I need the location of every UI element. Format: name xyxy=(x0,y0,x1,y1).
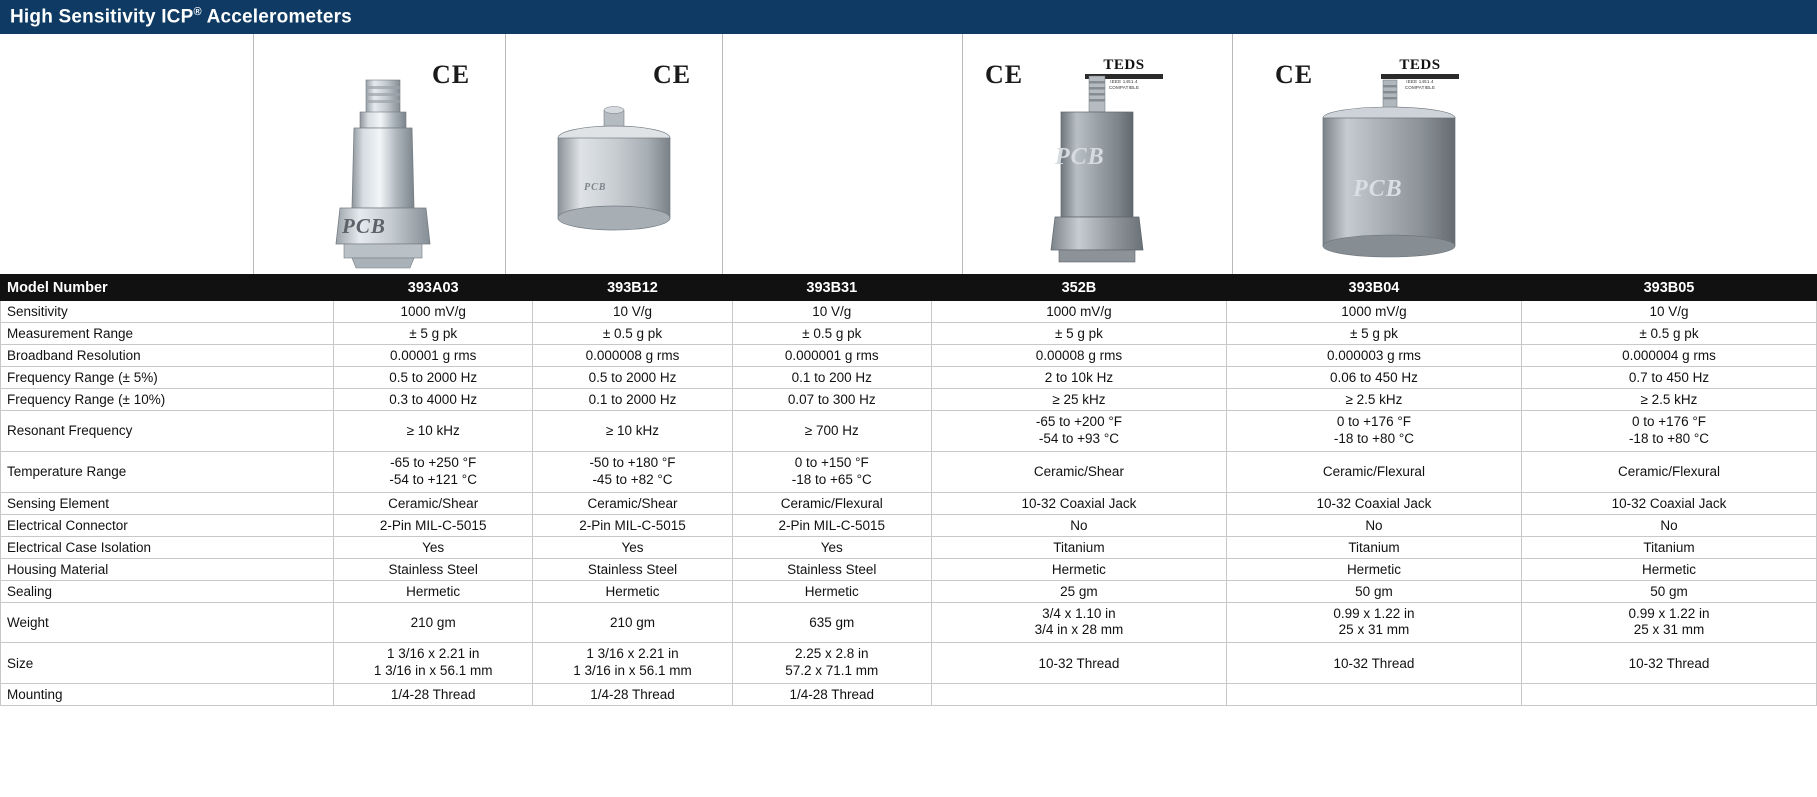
cell-393B05: 0 to +176 °F -18 to +80 °C xyxy=(1521,411,1816,452)
row-label: Resonant Frequency xyxy=(1,411,334,452)
cell-393B05: ≥ 2.5 kHz xyxy=(1521,389,1816,411)
page-title: High Sensitivity ICP® Accelerometers xyxy=(10,5,352,28)
cell-393B31: 2.25 x 2.8 in 57.2 x 71.1 mm xyxy=(732,643,931,684)
pcb-logo-393B12: PCB xyxy=(584,182,607,193)
cell-393B12: Yes xyxy=(533,536,732,558)
cell-393B31: ≥ 700 Hz xyxy=(732,411,931,452)
cell-393B05: 10 V/g xyxy=(1521,301,1816,323)
ce-mark-icon: CE xyxy=(985,60,1024,89)
image-cell-393B12 xyxy=(506,34,723,274)
row-label: Frequency Range (± 10%) xyxy=(1,389,334,411)
cell-393B04: ≥ 2.5 kHz xyxy=(1226,389,1521,411)
image-cell-393A03 xyxy=(254,34,506,274)
cell-393B04: 0 to +176 °F -18 to +80 °C xyxy=(1226,411,1521,452)
cell-393B05: No xyxy=(1521,514,1816,536)
table-row xyxy=(1,389,1817,411)
table-row xyxy=(1,602,1817,643)
cell-393A03: ≥ 10 kHz xyxy=(334,411,533,452)
cell-352B: 1000 mV/g xyxy=(931,301,1226,323)
cell-393B05: 0.99 x 1.22 in 25 x 31 mm xyxy=(1521,602,1816,643)
cell-393B04: 0.99 x 1.22 in 25 x 31 mm xyxy=(1226,602,1521,643)
cell-393A03: 210 gm xyxy=(334,602,533,643)
table-header-row xyxy=(1,275,1817,301)
cell-352B: Titanium xyxy=(931,536,1226,558)
header-model-393B12: 393B12 xyxy=(533,275,732,301)
table-row xyxy=(1,345,1817,367)
cell-352B: -65 to +200 °F -54 to +93 °C xyxy=(931,411,1226,452)
cell-393B31: ± 0.5 g pk xyxy=(732,323,931,345)
accelerometer-393A03-image xyxy=(292,76,482,271)
cell-393B31: 10 V/g xyxy=(732,301,931,323)
cell-393A03: 1/4-28 Thread xyxy=(334,684,533,706)
row-label: Sensitivity xyxy=(1,301,334,323)
row-label: Sealing xyxy=(1,580,334,602)
table-body xyxy=(1,301,1817,706)
teds-sub-2: COMPATIBLE xyxy=(1404,84,1436,90)
cell-393B05 xyxy=(1521,684,1816,706)
teds-sub-2: COMPATIBLE xyxy=(1108,84,1140,90)
cell-393A03: Hermetic xyxy=(334,580,533,602)
ce-mark-icon: CE xyxy=(1275,60,1314,89)
cell-393B12: 1/4-28 Thread xyxy=(533,684,732,706)
cell-393B12: -50 to +180 °F -45 to +82 °C xyxy=(533,451,732,492)
cell-393B12: ≥ 10 kHz xyxy=(533,411,732,452)
cell-352B: ≥ 25 kHz xyxy=(931,389,1226,411)
cell-393B04: 10-32 Thread xyxy=(1226,643,1521,684)
cell-393B12: 0.000008 g rms xyxy=(533,345,732,367)
cell-352B: 10-32 Coaxial Jack xyxy=(931,492,1226,514)
cell-393B05: Titanium xyxy=(1521,536,1816,558)
ce-mark-icon: CE xyxy=(653,60,692,89)
row-label: Electrical Connector xyxy=(1,514,334,536)
header-model-393B04: 393B04 xyxy=(1226,275,1521,301)
pcb-logo-393A03: PCB xyxy=(342,214,386,238)
page-title-bar xyxy=(0,0,1817,34)
cell-393B12: 210 gm xyxy=(533,602,732,643)
cell-393B05: 10-32 Coaxial Jack xyxy=(1521,492,1816,514)
cell-352B: Ceramic/Shear xyxy=(931,451,1226,492)
cell-352B: 25 gm xyxy=(931,580,1226,602)
cell-393B12: 0.5 to 2000 Hz xyxy=(533,367,732,389)
cell-393B31: Yes xyxy=(732,536,931,558)
cell-393B05: 0.7 to 450 Hz xyxy=(1521,367,1816,389)
table-row xyxy=(1,323,1817,345)
image-cell-393B31 xyxy=(723,34,963,274)
cell-352B xyxy=(931,684,1226,706)
registered-mark: ® xyxy=(193,5,202,18)
cell-393A03: 0.5 to 2000 Hz xyxy=(334,367,533,389)
pcb-logo-352B: PCB xyxy=(1055,144,1105,170)
cell-393B12: 10 V/g xyxy=(533,301,732,323)
cell-352B: 0.00008 g rms xyxy=(931,345,1226,367)
header-right-edge xyxy=(1813,0,1817,34)
header-model-number: Model Number xyxy=(1,275,334,301)
header-model-393B05: 393B05 xyxy=(1521,275,1816,301)
product-image-strip xyxy=(0,34,1817,274)
image-cell-393B04 xyxy=(1233,34,1817,274)
cell-393B04: 0.06 to 450 Hz xyxy=(1226,367,1521,389)
table-row xyxy=(1,301,1817,323)
cell-393A03: Yes xyxy=(334,536,533,558)
cell-393A03: 1 3/16 x 2.21 in 1 3/16 in x 56.1 mm xyxy=(334,643,533,684)
cell-352B: 10-32 Thread xyxy=(931,643,1226,684)
cell-393B12: Hermetic xyxy=(533,580,732,602)
cell-393B05: 50 gm xyxy=(1521,580,1816,602)
table-row xyxy=(1,367,1817,389)
cell-393A03: ± 5 g pk xyxy=(334,323,533,345)
table-row xyxy=(1,684,1817,706)
cell-393B04: ± 5 g pk xyxy=(1226,323,1521,345)
row-label: Weight xyxy=(1,602,334,643)
teds-word: TEDS xyxy=(1399,57,1441,73)
cell-393B12: Ceramic/Shear xyxy=(533,492,732,514)
header-model-393A03: 393A03 xyxy=(334,275,533,301)
cell-393B05: 0.000004 g rms xyxy=(1521,345,1816,367)
cell-393B31: 0.07 to 300 Hz xyxy=(732,389,931,411)
table-row xyxy=(1,514,1817,536)
teds-word: TEDS xyxy=(1103,57,1145,73)
table-row xyxy=(1,558,1817,580)
table-row xyxy=(1,492,1817,514)
header-model-352B: 352B xyxy=(931,275,1226,301)
table-row xyxy=(1,451,1817,492)
cell-393B31: 0.000001 g rms xyxy=(732,345,931,367)
row-label: Frequency Range (± 5%) xyxy=(1,367,334,389)
row-label: Measurement Range xyxy=(1,323,334,345)
cell-393B31: Stainless Steel xyxy=(732,558,931,580)
cell-393B04: 0.000003 g rms xyxy=(1226,345,1521,367)
cell-393A03: 0.3 to 4000 Hz xyxy=(334,389,533,411)
row-label: Broadband Resolution xyxy=(1,345,334,367)
cell-393B05: Hermetic xyxy=(1521,558,1816,580)
cell-393B31: 0.1 to 200 Hz xyxy=(732,367,931,389)
image-cell-352B xyxy=(963,34,1233,274)
cell-393B12: 1 3/16 x 2.21 in 1 3/16 in x 56.1 mm xyxy=(533,643,732,684)
cell-352B: ± 5 g pk xyxy=(931,323,1226,345)
specifications-table xyxy=(0,274,1817,706)
cell-393B05: 10-32 Thread xyxy=(1521,643,1816,684)
cell-393A03: 2-Pin MIL-C-5015 xyxy=(334,514,533,536)
cell-393A03: Ceramic/Shear xyxy=(334,492,533,514)
teds-sub-1: IEEE 1451.4 xyxy=(1110,79,1138,84)
row-label: Electrical Case Isolation xyxy=(1,536,334,558)
cell-393B31: Ceramic/Flexural xyxy=(732,492,931,514)
cell-393B04: Hermetic xyxy=(1226,558,1521,580)
cell-393B31: 0 to +150 °F -18 to +65 °C xyxy=(732,451,931,492)
cell-393B12: 0.1 to 2000 Hz xyxy=(533,389,732,411)
cell-393B31: 2-Pin MIL-C-5015 xyxy=(732,514,931,536)
table-row xyxy=(1,580,1817,602)
image-cell-labels xyxy=(0,34,254,274)
cell-352B: No xyxy=(931,514,1226,536)
ce-mark-icon: CE xyxy=(432,60,471,89)
cell-393A03: 0.00001 g rms xyxy=(334,345,533,367)
cell-393B31: Hermetic xyxy=(732,580,931,602)
cell-393B31: 1/4-28 Thread xyxy=(732,684,931,706)
cell-393B04: No xyxy=(1226,514,1521,536)
cell-393B04: 1000 mV/g xyxy=(1226,301,1521,323)
table-row xyxy=(1,411,1817,452)
accelerometer-352B-image xyxy=(1029,72,1169,272)
header-model-393B31: 393B31 xyxy=(732,275,931,301)
cell-393B12: ± 0.5 g pk xyxy=(533,323,732,345)
table-row xyxy=(1,536,1817,558)
cell-393B12: 2-Pin MIL-C-5015 xyxy=(533,514,732,536)
row-label: Sensing Element xyxy=(1,492,334,514)
row-label: Housing Material xyxy=(1,558,334,580)
cell-393B04: Ceramic/Flexural xyxy=(1226,451,1521,492)
row-label: Temperature Range xyxy=(1,451,334,492)
table-row xyxy=(1,643,1817,684)
cell-352B: 3/4 x 1.10 in 3/4 in x 28 mm xyxy=(931,602,1226,643)
cell-352B: Hermetic xyxy=(931,558,1226,580)
cell-393A03: 1000 mV/g xyxy=(334,301,533,323)
cell-393B04: 50 gm xyxy=(1226,580,1521,602)
accelerometer-393B12-image xyxy=(532,94,702,269)
cell-393A03: Stainless Steel xyxy=(334,558,533,580)
cell-393B05: Ceramic/Flexural xyxy=(1521,451,1816,492)
cell-393B05: ± 0.5 g pk xyxy=(1521,323,1816,345)
row-label: Size xyxy=(1,643,334,684)
teds-sub-1: IEEE 1451.4 xyxy=(1406,79,1434,84)
cell-393B04: Titanium xyxy=(1226,536,1521,558)
accelerometer-393B04-image xyxy=(1299,74,1479,269)
cell-393B04 xyxy=(1226,684,1521,706)
cell-393B04: 10-32 Coaxial Jack xyxy=(1226,492,1521,514)
pcb-logo-393B04: PCB xyxy=(1353,176,1403,202)
cell-393B12: Stainless Steel xyxy=(533,558,732,580)
row-label: Mounting xyxy=(1,684,334,706)
cell-352B: 2 to 10k Hz xyxy=(931,367,1226,389)
cell-393B31: 635 gm xyxy=(732,602,931,643)
cell-393A03: -65 to +250 °F -54 to +121 °C xyxy=(334,451,533,492)
